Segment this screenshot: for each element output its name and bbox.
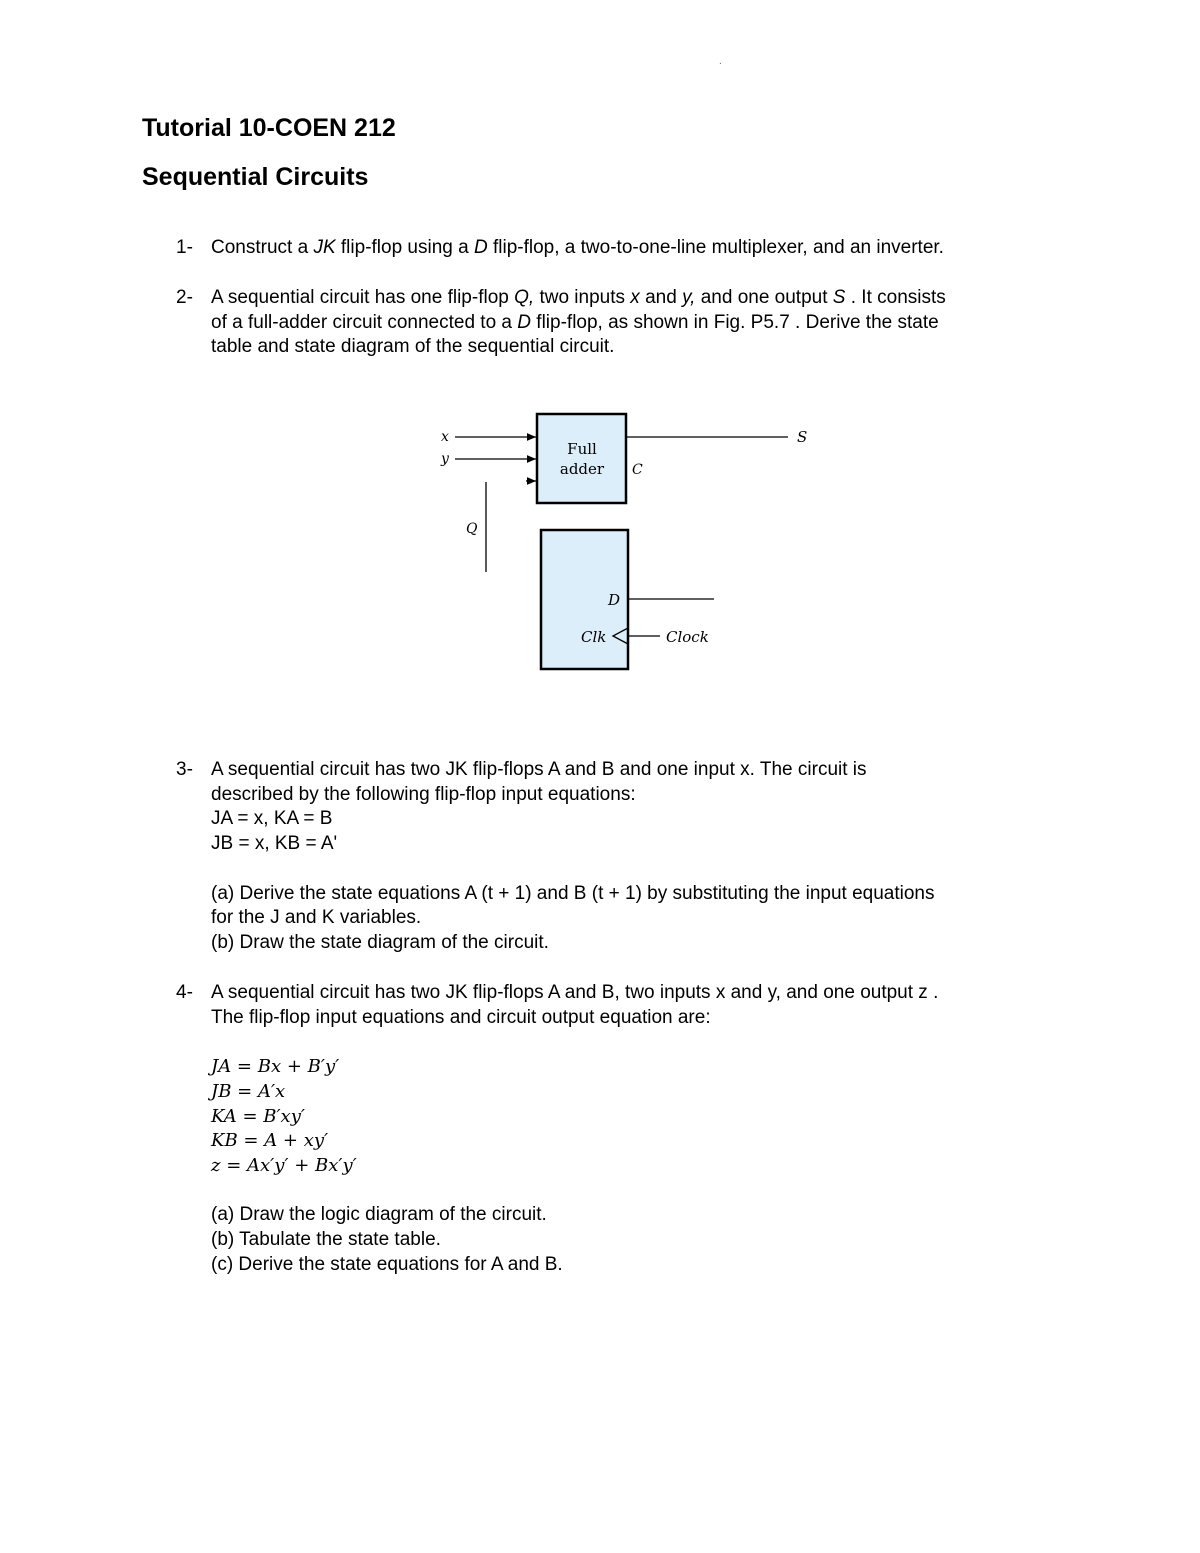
question-part: (a) Draw the logic diagram of the circuit. [211, 1204, 547, 1226]
question-body [211, 981, 1071, 1277]
equation-line: JB = x, KB = A' [211, 833, 338, 855]
question-number: 4- [176, 982, 193, 1003]
variable-text: Q, [514, 287, 535, 308]
question-number: 2- [176, 287, 193, 308]
question-line: (b) Draw the state diagram of the circuit. [211, 931, 549, 953]
question-line [211, 236, 1071, 261]
question-line: for the J and K variables. [211, 907, 422, 929]
input-y-label: y [441, 451, 449, 467]
question-number: 3- [176, 759, 193, 780]
blank-line [211, 1179, 1071, 1204]
question-body [211, 286, 1071, 360]
question-line: (a) Derive the state equations A (t + 1) and B (t + 1) by substituting the input equations [211, 882, 935, 904]
question-part: (c) Derive the state equations for A and B. [211, 1253, 563, 1275]
variable-text: D [473, 237, 488, 258]
output-s-label: S [797, 428, 808, 446]
equation-ka: KA = B′xy′ [211, 1105, 305, 1127]
question-body [211, 236, 1071, 261]
clock-label: Clock [666, 628, 709, 646]
document-subtitle: Sequential Circuits [142, 163, 369, 191]
text-run: flip-flop, as shown in Fig. P5.7 . Derive the state [531, 311, 939, 333]
question-line: A sequential circuit has two JK flip-flops A and B, two inputs x and y, and one output z . [211, 982, 939, 1003]
full-adder-box [537, 414, 626, 503]
question-number: 1- [176, 237, 193, 258]
clk-label: Clk [581, 628, 607, 646]
text-run: A sequential circuit has one flip-flop [211, 287, 515, 308]
question-line: table and state diagram of the sequential circuit. [211, 336, 615, 358]
text-run: flip-flop using a [335, 237, 474, 258]
text-run: two inputs [534, 287, 631, 308]
blank-line [211, 857, 1071, 882]
input-x-label: x [441, 429, 449, 445]
text-run: Construct a [211, 237, 314, 258]
text-run: . It consists [845, 287, 946, 308]
text-run: and [639, 287, 683, 308]
equation-z: z = Ax′y′ + Bx′y′ [211, 1154, 357, 1176]
variable-text: x [630, 287, 640, 308]
document-title: Tutorial 10-COEN 212 [142, 114, 396, 142]
carry-label: C [632, 462, 643, 478]
variable-text: y, [682, 287, 696, 308]
equation-line: JA = x, KA = B [211, 808, 333, 830]
variable-text: D [517, 311, 532, 333]
q-label: Q [466, 521, 478, 537]
equation-ja: JA = Bx + B′y′ [211, 1056, 340, 1078]
question-line: The flip-flop input equations and circuit output equation are: [211, 1006, 711, 1028]
adder-label-line1: Full [567, 440, 597, 458]
question-body [211, 758, 1071, 956]
text-run: and one output [695, 287, 833, 308]
question-line: A sequential circuit has two JK flip-flops A and B and one input x. The circuit is [211, 759, 867, 780]
question-line [211, 286, 1071, 311]
question-line: described by the following flip-flop input equations: [211, 783, 636, 805]
question-part: (b) Tabulate the state table. [211, 1229, 441, 1250]
adder-label-line2: adder [559, 460, 605, 478]
full-adder-circuit-diagram [420, 400, 840, 690]
equation-kb: KB = A + xy′ [211, 1130, 329, 1152]
d-label: D [608, 591, 621, 609]
text-run: of a full-adder circuit connected to a [211, 311, 518, 333]
corner-mark: . [719, 56, 722, 67]
blank-line [211, 1030, 1071, 1055]
variable-text: S [832, 287, 846, 308]
equation-jb: JB = A′x [211, 1080, 286, 1102]
question-line [211, 311, 1071, 336]
variable-text: JK [313, 237, 336, 258]
text-run: flip-flop, a two-to-one-line multiplexer, and an inverter. [487, 237, 944, 258]
